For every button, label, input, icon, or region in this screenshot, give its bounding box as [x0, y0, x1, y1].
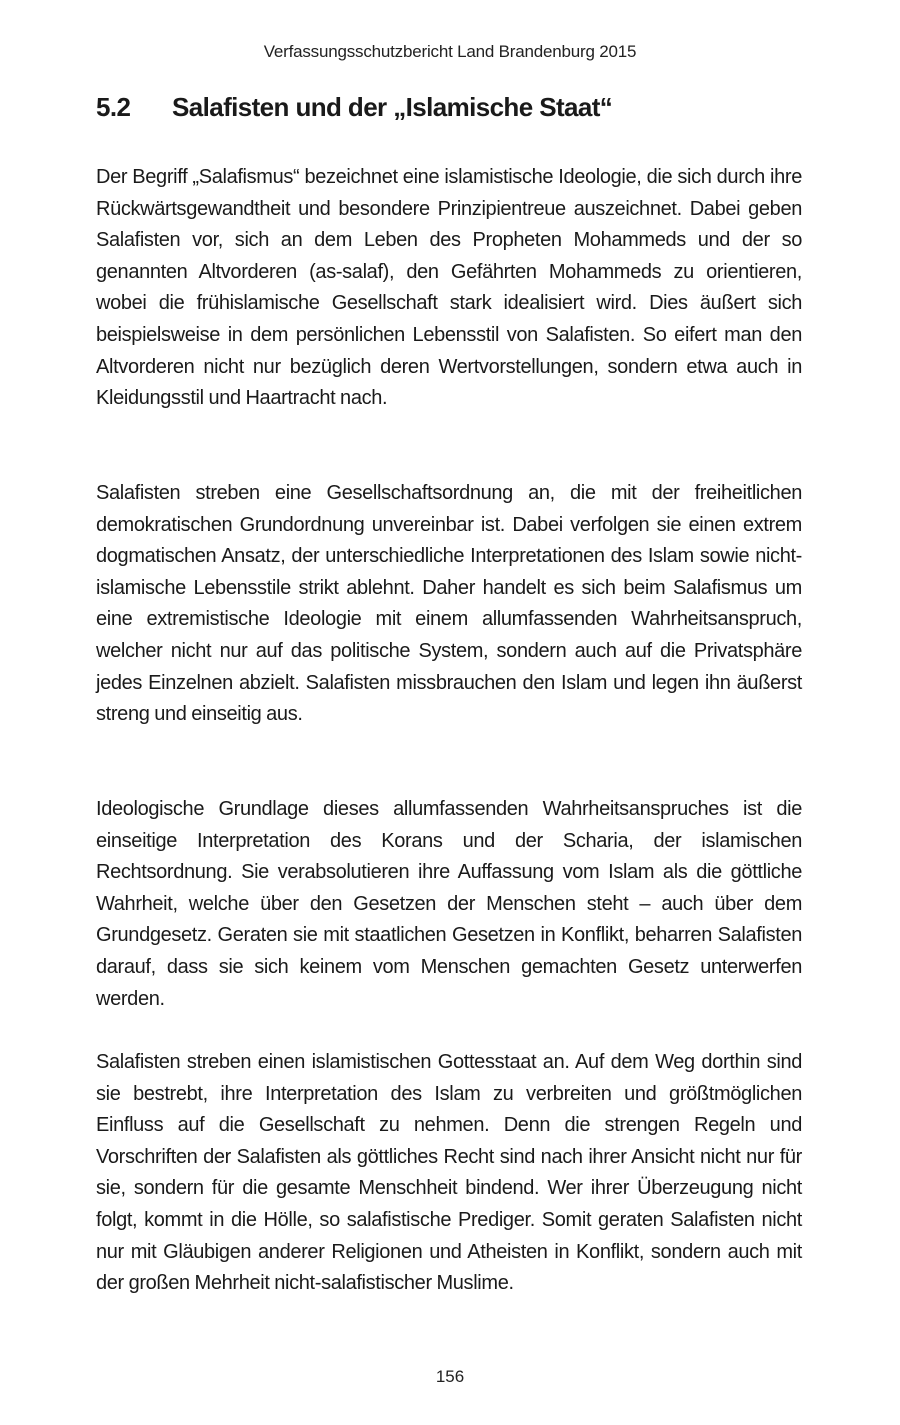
paragraph-2: Salafisten streben eine Gesellschaftsordnung an, die mit der freiheitlichen demokratischen Grundordnung unvereinbar ist. Dabei verfolgen sie einen extrem dogmatischen Ansatz, der unterschiedliche Interpretationen des Islam sowie nicht-islamische Lebensstile strikt ablehnt. Daher handelt es sich beim Salafismus um eine extremistische Ideologie mit einem allumfassenden Wahrheitsanspruch, welcher nicht nur auf das politische System, sondern auch auf die Privatsphäre jedes Einzelnen abzielt. Salafisten missbrauchen den Islam und legen ihn äußerst streng und einseitig aus. [96, 482, 802, 726]
running-header: Verfassungsschutzbericht Land Brandenburg 2015 [263, 42, 637, 61]
section-number: 5.2 [96, 92, 131, 122]
section-heading [96, 92, 806, 123]
paragraph-1: Der Begriff „Salafismus“ bezeichnet eine islamistische Ideologie, die sich durch ihre Rückwärtsgewandtheit und besondere Prinzipientreue auszeichnet. Dabei geben Salafisten vor, sich an dem Leben des Propheten Mohammeds und der so genannten Altvorderen (as-salaf), den Gefährten Mohammeds zu orientieren, wobei die frühislamische Gesellschaft stark idealisiert wird. Dies äußert sich beispielsweise in dem persönlichen Lebensstil von Salafisten. So eifert man den Altvorderen nicht nur bezüglich deren Wertvorstellungen, sondern etwa auch in Kleidungsstil und Haartracht nach. [96, 166, 802, 410]
page-number: 156 [435, 1367, 465, 1386]
paragraph-3: Ideologische Grundlage dieses allumfassenden Wahrheitsanspruches ist die einseitige Interpretation des Korans und der Scharia, der islamischen Rechtsordnung. Sie verabsolutieren ihre Auffassung vom Islam als die göttliche Wahrheit, welche über den Gesetzen der Menschen steht – auch über dem Grundgesetz. Geraten sie mit staatlichen Gesetzen in Konflikt, beharren Salafisten darauf, dass sie sich keinem vom Menschen gemachten Gesetz unterwerfen werden. [96, 798, 802, 1010]
paragraph-4: Salafisten streben einen islamistischen Gottesstaat an. Auf dem Weg dorthin sind sie bestrebt, ihre Interpretation des Islam zu verbreiten und größtmöglichen Einfluss auf die Gesellschaft zu nehmen. Denn die strengen Regeln und Vorschriften der Salafisten als göttliches Recht sind nach ihrer Ansicht nicht nur für sie, sondern für die gesamte Menschheit bindend. Wer ihrer Überzeugung nicht folgt, kommt in die Hölle, so salafistische Prediger. Somit geraten Salafisten nicht nur mit Gläubigen anderer Religionen und Atheisten in Konflikt, sondern auch mit der großen Mehrheit nicht-salafistischer Muslime. [96, 1051, 802, 1295]
section-title: Salafisten und der „Islamische Staat“ [172, 92, 613, 122]
